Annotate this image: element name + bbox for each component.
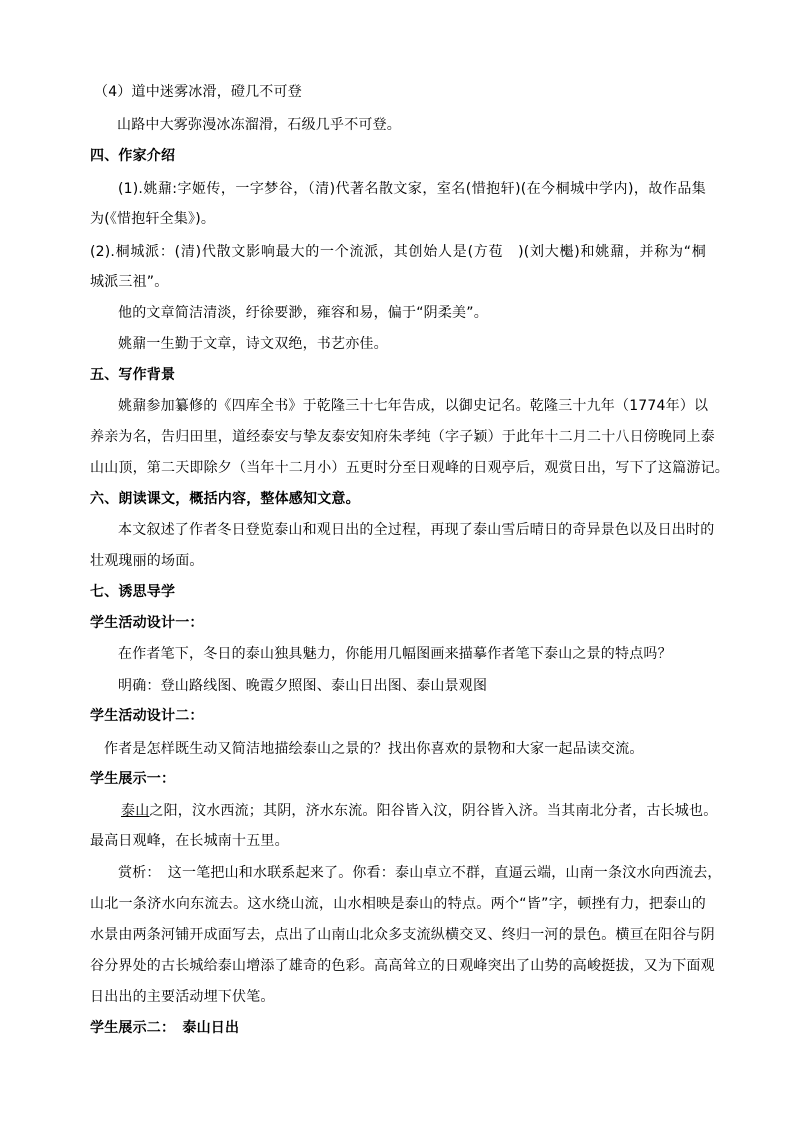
activity-1-answer: 明确：登山路线图、晚霞夕照图、泰山日出图、泰山景观图 xyxy=(118,678,488,694)
author-style: 他的文章简洁清淡，纡徐要渺，雍容和易，偏于“阴柔美”。 xyxy=(118,305,488,321)
display-2-heading: 学生展示二： 泰山日出 xyxy=(90,1020,240,1036)
author-item-2: (2).桐城派：(清)代散文影响最大的一个流派，其创始人是(方苞 )(刘大櫆)和姚鼐，并称为“桐 xyxy=(90,244,706,260)
display-1-heading: 学生展示一： xyxy=(90,771,176,787)
section-heading-author: 四、作家介绍 xyxy=(90,148,176,164)
author-item-1: (1).姚鼐:字姬传，一字梦谷，（清)代著名散文家，室名(惜抱轩)(在今桐城中学内)，故作品集 xyxy=(118,181,706,197)
author-item-2-cont: 城派三祖”。 xyxy=(90,274,169,290)
analysis-p3: 水景由两条河铺开成面写去，点出了山南山北众多支流纵横交叉、终归一河的景色。横亘在阳谷与阴 xyxy=(90,927,715,943)
activity-2-heading: 学生活动设计二： xyxy=(90,708,204,724)
summary-p1: 本文叙述了作者冬日登览泰山和观日出的全过程，再现了泰山雪后晴日的奇异景色以及日出时的 xyxy=(118,522,715,538)
translation-item-4: （4）道中迷雾冰滑，磴几不可登 xyxy=(94,84,302,100)
underlined-word: 泰山 xyxy=(121,803,150,819)
display-1-quote-cont: 最高日观峰，在长城南十五里。 xyxy=(90,833,289,849)
analysis-p4: 谷分界处的古长城给泰山增添了雄奇的色彩。高高耸立的日观峰突出了山势的高峻挺拔，又为下面观 xyxy=(90,958,715,974)
activity-2-question: 作者是怎样既生动又简洁地描绘泰山之景的？找出你喜欢的景物和大家一起品读交流。 xyxy=(104,741,644,757)
background-p1: 姚鼐参加纂修的《四库全书》于乾隆三十七年告成，以御史记名。乾隆三十九年（1774年）以 xyxy=(118,398,709,414)
analysis-p5: 日出出的主要活动埋下伏笔。 xyxy=(90,989,275,1005)
section-heading-background: 五、写作背景 xyxy=(90,367,176,383)
author-item-1-cont: 为(《惜抱轩全集》)。 xyxy=(90,211,216,227)
background-p3: 山山顶，第二天即除夕（当年十二月小）五更时分至日观峰的日观亭后，观赏日出，写下了这篇游记。 xyxy=(90,460,729,476)
section-heading-guidance: 七、诱思导学 xyxy=(90,584,176,600)
activity-1-question: 在作者笔下，冬日的泰山独具魅力，你能用几幅图画来描摹作者笔下泰山之景的特点吗？ xyxy=(118,646,672,662)
analysis-p2: 山北一条济水向东流去。这水绕山流，山水相映是泰山的特点。两个“皆”字，顿挫有力，把泰山的 xyxy=(90,896,706,912)
analysis-p1: 赏析： 这一笔把山和水联系起来了。你看：泰山卓立不群，直逼云端，山南一条汶水向西流去， xyxy=(118,865,722,881)
author-achievement: 姚鼐一生勤于文章，诗文双绝，书艺亦佳。 xyxy=(118,336,388,352)
section-heading-reading: 六、朗读课文，概括内容，整体感知文意。 xyxy=(90,491,360,507)
background-p2: 养亲为名，告归田里，道经泰安与挚友泰安知府朱孝纯（字子颖）于此年十二月二十八日傍晚同上泰 xyxy=(90,429,715,445)
summary-p2: 壮观瑰丽的场面。 xyxy=(90,553,204,569)
activity-1-heading: 学生活动设计一： xyxy=(90,615,204,631)
translation-text: 山路中大雾弥漫冰冻溜滑，石级几乎不可登。 xyxy=(117,117,401,133)
display-1-quote: 泰山之阳，汶水西流；其阴，济水东流。阳谷皆入汶，阴谷皆入济。当其南北分者，古长城也。 xyxy=(121,803,718,819)
